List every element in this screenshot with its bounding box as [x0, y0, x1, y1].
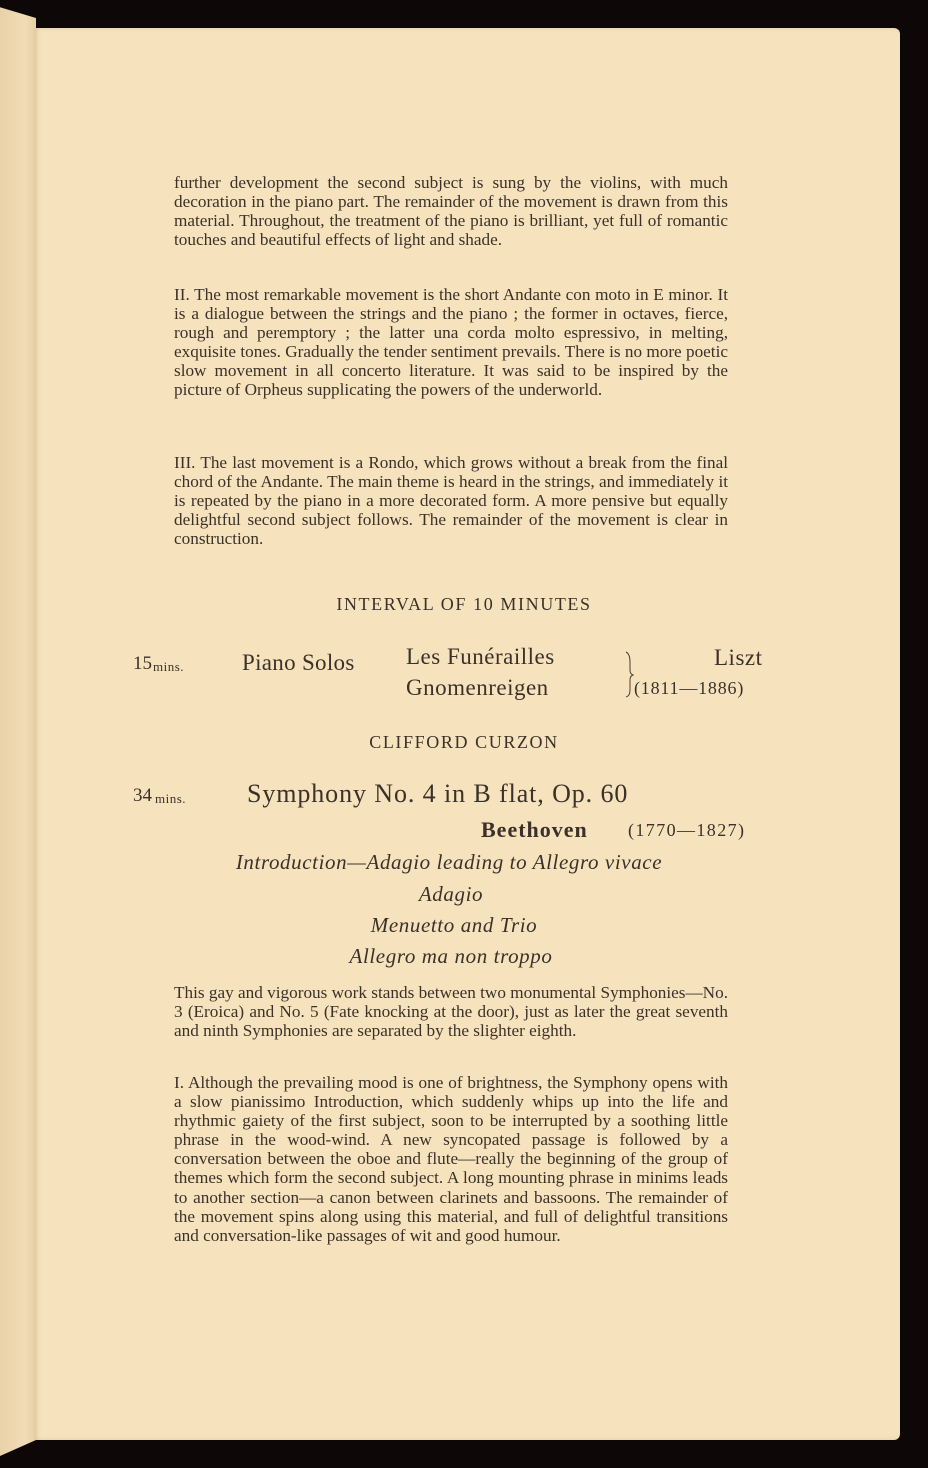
movement-title: Allegro ma non troppo [349, 944, 553, 968]
paragraph-symphony-intro: This gay and vigorous work stands between two monumental Symphonies—No. 3 (Eroica) and No. 5 (Fate knocking at the door), just as later the great seventh and ninth Symphonies are separated by the slighter eighth. [174, 983, 728, 1041]
symphony-title: Symphony No. 4 in B flat, Op. 60 [247, 779, 629, 808]
composer-name: Liszt [714, 645, 763, 670]
paragraph-symphony-first-movement: I. Although the prevailing mood is one of brightness, the Symphony opens with a slow pianissimo Introduction, which suddenly whips up into the life and rhythmic gaiety of the first subject, soon to be interrupted by a soothing little phrase in the wood-wind. A new syncopated passage is followed by a conversation between the oboe and flute—really the beginning of the group of themes which form the second subject. A long mounting phrase in minims leads to another section—a canon between clarinets and bassoons. The remainder of the movement spins along using this material, and full of delightful transitions and conversation-like passages of wit and good humour. [174, 1073, 728, 1245]
brace-icon [624, 650, 634, 698]
composer-dates: (1811—1886) [634, 678, 745, 698]
movement-title: Menuetto and Trio [370, 913, 538, 937]
composer-dates: (1770—1827) [628, 820, 746, 840]
performer-name: CLIFFORD CURZON [369, 732, 559, 752]
interval-heading: INTERVAL OF 10 MINUTES [336, 594, 592, 614]
duration-number: 15 [133, 653, 152, 674]
duration-unit: mins. [153, 659, 185, 674]
composer-name: Beethoven [481, 817, 588, 842]
paragraph-concerto-first-movement: further development the second subject is sung by the violins, with much decoration in the piano part. The remainder of the movement is drawn from this material. Throughout, the treatment of the piano is brilliant, yet full of romantic touches and beautiful effects of light and shade. [174, 173, 728, 250]
piano-solos-label: Piano Solos [242, 650, 355, 675]
duration-number: 34 [133, 785, 152, 806]
piece-title: Gnomenreigen [406, 675, 549, 700]
duration-unit: mins. [155, 791, 187, 806]
movement-title: Introduction—Adagio leading to Allegro vivace [235, 850, 663, 874]
piece-title: Les Funérailles [406, 644, 555, 669]
paragraph-concerto-third-movement: III. The last movement is a Rondo, which grows without a break from the final chord of the Andante. The main theme is heard in the strings, and immediately it is repeated by the piano in a more decorated form. A more pensive but equally delightful second subject follows. The remainder of the movement is clear in construction. [174, 453, 728, 549]
movement-title: Adagio [418, 882, 484, 906]
paragraph-concerto-second-movement: II. The most remarkable movement is the short Andante con moto in E minor. It is a dialogue between the strings and the piano ; the former in octaves, fierce, rough and peremptory ; the latter una corda molto espressivo, in melting, exquisite tones. Gradually the tender sentiment prevails. There is no more poetic slow movement in all concerto literature. It was said to be inspired by the picture of Orpheus supplicating the powers of the underworld. [174, 285, 728, 400]
